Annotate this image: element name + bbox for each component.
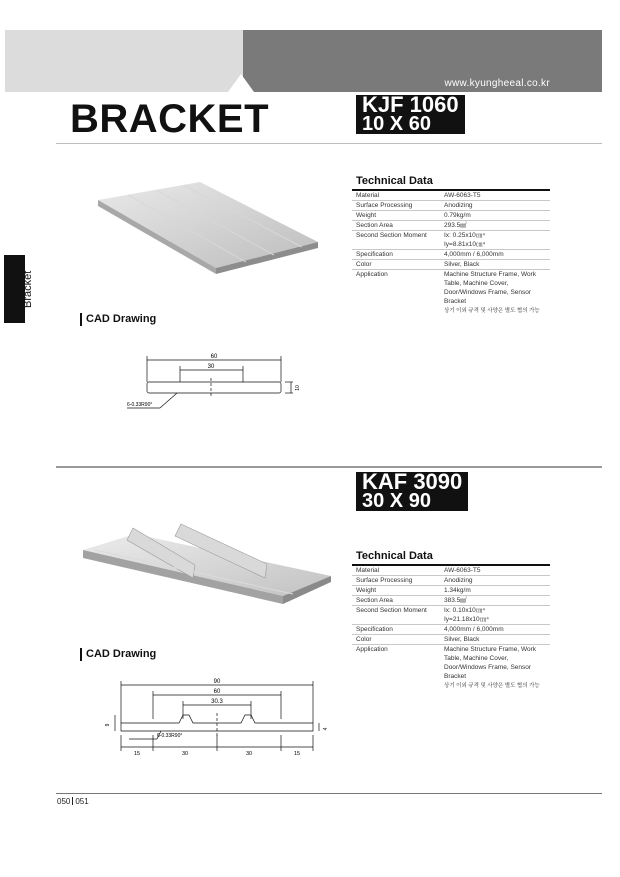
cad-drawing-kaf3090 [95, 675, 340, 760]
spec-row: Second Section Moment Ix: 0.10x10㎝⁴ Iy=21.18x10㎝⁴ [352, 606, 550, 625]
product-model-box-2 [356, 469, 468, 512]
product-size: 30 X 90 [362, 490, 431, 512]
website-url[interactable]: www.kyungheeal.co.kr [444, 78, 550, 89]
title-rule [56, 143, 602, 144]
cad-drawing-kjf1060 [115, 350, 305, 420]
dim-inner: 30 [207, 364, 215, 370]
product-size: 10 X 60 [362, 113, 431, 135]
header-band-light [5, 30, 245, 92]
dim-bottom: 30 [245, 751, 253, 757]
dim-bottom: 30 [181, 751, 189, 757]
product-image-kaf3090 [75, 520, 340, 605]
page-number-right: 051 [75, 797, 89, 806]
spec-row: Surface Processing Anodizing [352, 576, 550, 586]
spec-row: Specification 4,000mm / 6,000mm [352, 625, 550, 635]
page-numbers [57, 797, 89, 806]
spec-row: Material AW-6063-T5 [352, 191, 550, 201]
cad-drawing-label-2: CAD Drawing [80, 648, 156, 661]
dim-callout: 6-0.33R90° [127, 402, 153, 408]
section-divider [56, 466, 602, 468]
dim-inner: 30.3 [211, 699, 223, 705]
dim-callout: 6-0.33R90° [157, 733, 183, 739]
dim-thickness: 10 [295, 385, 301, 391]
product-model-box-1 [356, 92, 465, 135]
dim-mid: 60 [213, 689, 221, 695]
technical-data-table-1 [352, 175, 550, 315]
page-number-left: 050 [57, 797, 71, 806]
dim-overall: 90 [213, 679, 221, 685]
spec-row: Specification 4,000mm / 6,000mm [352, 250, 550, 260]
dim-bottom: 15 [133, 751, 141, 757]
page-title: BRACKET [70, 97, 270, 141]
spec-row: Weight 1.34kg/m [352, 586, 550, 596]
product-model: KJF 1060 [362, 92, 459, 117]
spec-row: Application Machine Structure Frame, Work Table, Machine Cover, Door/Windows Frame, Sensor Bracket 상기 이외 규격 및 사양은 별도 협의 가능 [356, 271, 540, 314]
spec-row: Surface Processing Anodizing [352, 201, 550, 211]
dim-thickness: 4 [323, 727, 329, 731]
technical-data-table-2 [352, 550, 550, 690]
header-notch [228, 74, 254, 92]
spec-row: Section Area 383.5㎟ [352, 596, 550, 606]
cad-drawing-label-1: CAD Drawing [80, 313, 156, 326]
spec-row: Section Area 293.5㎟ [352, 221, 550, 231]
product-image-kjf1060 [80, 170, 330, 280]
spec-row: Application Machine Structure Frame, Work Table, Machine Cover, Door/Windows Frame, Sensor Bracket 상기 이외 규격 및 사양은 별도 협의 가능 [356, 646, 540, 689]
spec-row: Color Silver, Black [352, 635, 550, 645]
spec-row: Material AW-6063-T5 [352, 566, 550, 576]
dim-height: 9 [105, 723, 111, 727]
technical-data-title: Technical Data [352, 550, 550, 566]
product-model: KAF 3090 [362, 469, 463, 494]
side-tab-label: Bracket [22, 270, 34, 308]
dim-overall: 60 [210, 354, 218, 360]
footer-rule [56, 793, 602, 794]
spec-row: Second Section Moment Ix: 0.25x10㎝⁴ Iy=8.81x10㎝⁴ [352, 231, 550, 250]
dim-bottom: 15 [293, 751, 301, 757]
spec-row: Weight 0.79kg/m [352, 211, 550, 221]
technical-data-title: Technical Data [352, 175, 550, 191]
spec-row: Color Silver, Black [352, 260, 550, 270]
